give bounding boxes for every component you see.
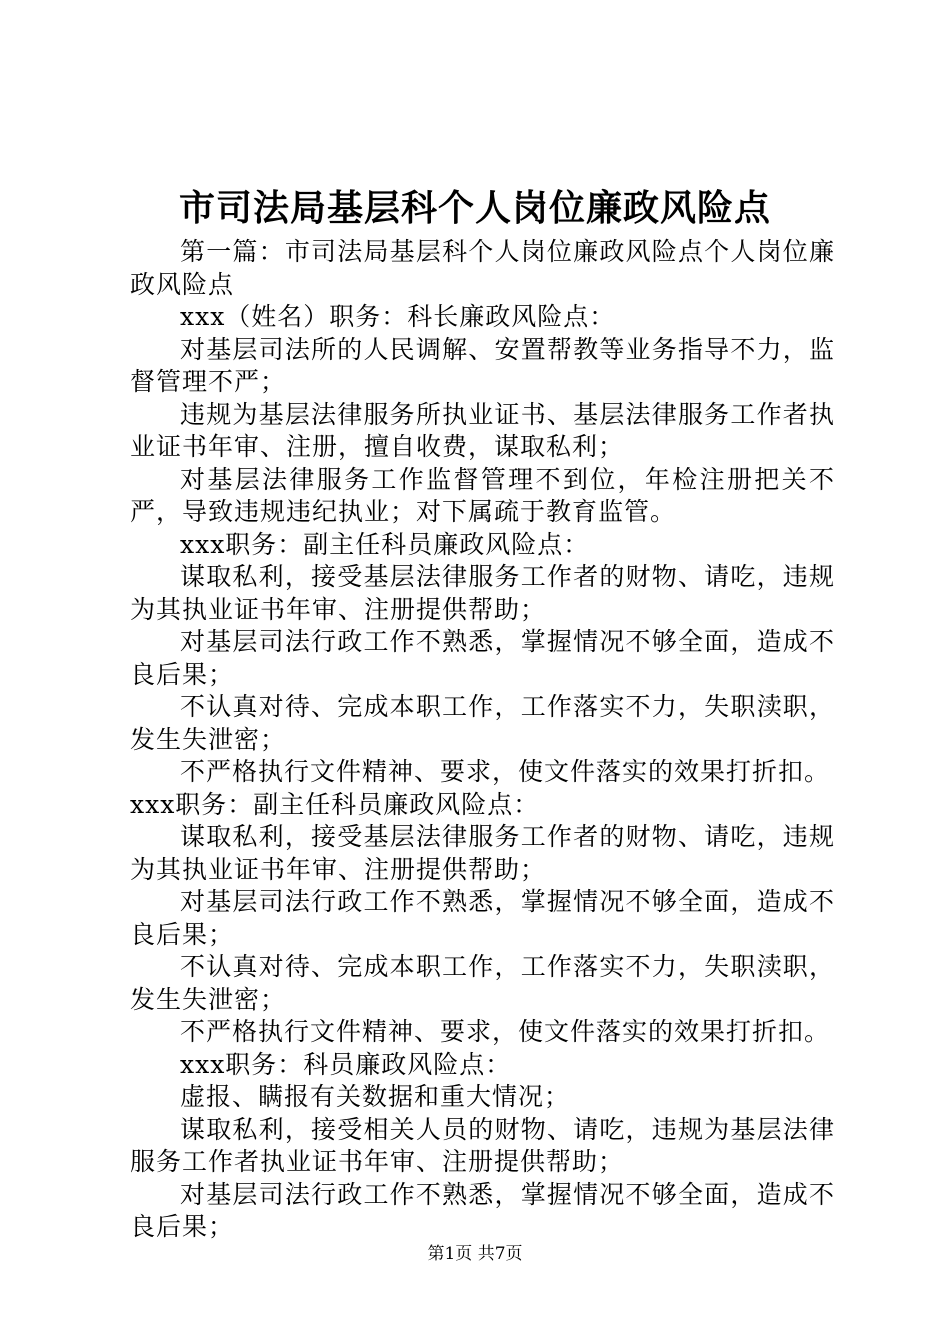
paragraph: 虚报、瞒报有关数据和重大情况； bbox=[180, 1082, 571, 1111]
paragraph: 对基层司法行政工作不熟悉，掌握情况不够全面，造成不良后果； bbox=[130, 1179, 835, 1241]
paragraph: 对基层司法行政工作不熟悉，掌握情况不够全面，造成不良后果； bbox=[130, 627, 835, 689]
paragraph: xxx职务：副主任科员廉政风险点： bbox=[130, 789, 540, 819]
paragraph: 谋取私利，接受基层法律服务工作者的财物、请吃，违规为其执业证书年审、注册提供帮助； bbox=[130, 562, 835, 624]
paragraph: 不认真对待、完成本职工作，工作落实不力，失职渎职，发生失泄密； bbox=[130, 692, 835, 754]
paragraph: 不严格执行文件精神、要求，使文件落实的效果打折扣。 bbox=[180, 1017, 831, 1046]
document-title: 市司法局基层科个人岗位廉政风险点 bbox=[178, 187, 771, 229]
document-body bbox=[130, 236, 835, 1244]
paragraph: xxx职务：副主任科员廉政风险点： bbox=[180, 529, 590, 559]
paragraph: 违规为基层法律服务所执业证书、基层法律服务工作者执业证书年审、注册，擅自收费，谋取私利； bbox=[130, 399, 835, 461]
paragraph: 谋取私利，接受基层法律服务工作者的财物、请吃，违规为其执业证书年审、注册提供帮助； bbox=[130, 822, 835, 884]
paragraph: 谋取私利，接受相关人员的财物、请吃，违规为基层法律服务工作者执业证书年审、注册提供帮助； bbox=[130, 1114, 835, 1176]
paragraph: 对基层司法所的人民调解、安置帮教等业务指导不力，监督管理不严； bbox=[130, 334, 835, 396]
paragraph: 对基层司法行政工作不熟悉，掌握情况不够全面，造成不良后果； bbox=[130, 887, 835, 949]
paragraph: xxx职务：科员廉政风险点： bbox=[180, 1049, 512, 1079]
paragraph: 不严格执行文件精神、要求，使文件落实的效果打折扣。 bbox=[180, 757, 831, 786]
paragraph: 第一篇：市司法局基层科个人岗位廉政风险点个人岗位廉政风险点 bbox=[130, 237, 835, 299]
page-footer: 第1页 共7页 bbox=[427, 1244, 523, 1264]
paragraph: xxx（姓名）职务：科长廉政风险点： bbox=[180, 302, 616, 331]
paragraph: 不认真对待、完成本职工作，工作落实不力，失职渎职，发生失泄密； bbox=[130, 952, 835, 1014]
paragraph: 对基层法律服务工作监督管理不到位，年检注册把关不严，导致违规违纪执业；对下属疏于教育监管。 bbox=[130, 464, 835, 526]
